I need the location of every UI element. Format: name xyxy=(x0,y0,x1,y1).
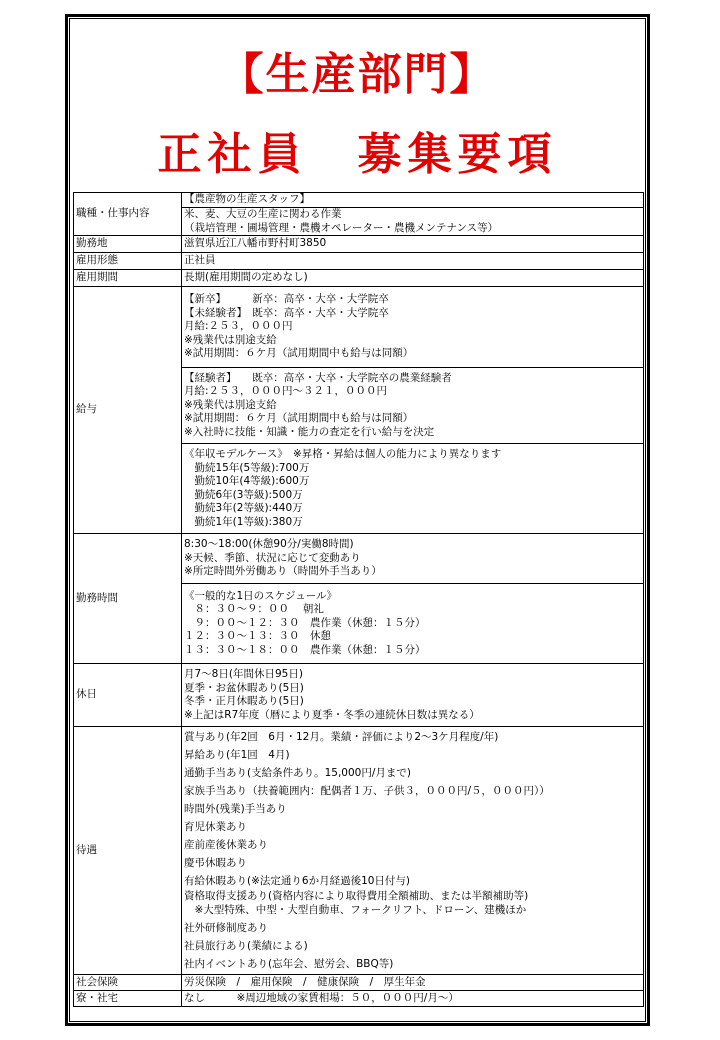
period-value: 長期(雇用期間の定めなし) xyxy=(182,270,644,287)
benefit-item: ※大型特殊、中型・大型自動車、フォークリフト、ドローン、建機ほか xyxy=(184,903,527,916)
salary-line: 【経験者】 既卒：高卒・大卒・大学院卒の農業経験者 xyxy=(184,371,452,384)
hours-line: 《一般的な1日のスケジュール》 xyxy=(184,589,338,602)
salary-line: 勤続10年(4等級):600万 xyxy=(184,475,310,487)
hours-line: １２：３０～１３：３０ 休憩 xyxy=(184,630,331,643)
benefit-item: 育児休業あり xyxy=(184,821,247,834)
benefit-item: 資格取得支援あり(資格内容により取得費用全額補助、または半額補助等) xyxy=(184,890,529,903)
salary-line: 月給:２５３，０００円～３２１，０００円 xyxy=(184,385,388,398)
benefit-item: 社外研修制度あり xyxy=(184,921,268,934)
hours-main xyxy=(182,534,644,584)
holiday-line: ※上記はR7年度（暦により夏季・冬季の連続休日数は異なる） xyxy=(184,708,480,721)
salary-label: 給与 xyxy=(74,287,182,534)
hours-line: ※所定時間外労働あり（時間外手当あり） xyxy=(184,565,382,578)
requirements-table xyxy=(73,192,644,1007)
salary-line: ※試用期間：６ケ月（試用期間中も給与は同額） xyxy=(184,412,414,425)
title-department: 【生産部門】 xyxy=(219,49,496,100)
hours-line: ※天候、季節、状況に応じて変動あり xyxy=(184,551,361,564)
employment-label: 雇用形態 xyxy=(74,253,182,270)
salary-line: 月給:２５３，０００円 xyxy=(184,320,293,333)
salary-line: 勤続15年(5等級):700万 xyxy=(184,461,310,474)
salary-line: 【新卒】 新卒：高卒・大卒・大学院卒 xyxy=(184,293,389,306)
salary-line: ※残業代は別途支給 xyxy=(184,333,277,346)
salary-experienced xyxy=(182,368,644,444)
benefit-item: 慶弔休暇あり xyxy=(184,857,247,870)
holiday-line: 冬季・正月休暇あり(5日) xyxy=(184,695,304,707)
benefits-label: 待遇 xyxy=(74,727,182,975)
salary-line: 《年収モデルケース》 ※昇格・昇給は個人の能力により異なります xyxy=(184,448,502,460)
benefits-value xyxy=(182,727,644,975)
holiday-line: 夏季・お盆休暇あり(5日) xyxy=(184,681,304,694)
salary-new-grad xyxy=(182,287,644,368)
holiday-line: 月7～8日(年間休日95日) xyxy=(184,668,303,680)
salary-line: 勤続6年(3等級):500万 xyxy=(184,488,303,501)
job-label: 職種・仕事内容 xyxy=(74,193,182,236)
housing-value: なし ※周辺地域の家賃相場：５０，０００円/月～） xyxy=(182,991,644,1007)
benefit-item: 通勤手当あり(支給条件あり。15,000円/月まで) xyxy=(184,767,411,780)
job-title: 【農産物の生産スタッフ】 xyxy=(182,193,644,208)
hours-line: １３：３０～１８：００ 農作業（休憩：１５分） xyxy=(184,643,426,656)
period-label: 雇用期間 xyxy=(74,270,182,287)
benefit-item: 家族手当あり（扶養範囲内：配偶者１万、子供３，０００円/５，０００円）） xyxy=(184,785,550,798)
job-desc-line: 米、麦、大豆の生産に関わる作業 xyxy=(184,208,342,220)
holidays-label: 休日 xyxy=(74,664,182,727)
title-recruitment: 正社員 募集要項 xyxy=(157,129,558,180)
hours-label: 勤務時間 xyxy=(74,534,182,664)
hours-schedule xyxy=(182,584,644,664)
benefit-item: 昇給あり(年1回 4月) xyxy=(184,749,290,762)
holidays-value xyxy=(182,664,644,727)
insurance-value: 労災保険 / 雇用保険 / 健康保険 / 厚生年金 xyxy=(182,975,644,991)
salary-line: ※残業代は別途支給 xyxy=(184,398,277,411)
location-label: 勤務地 xyxy=(74,236,182,253)
employment-value: 正社員 xyxy=(182,253,644,270)
hours-line: 8:30～18:00(休憩90分/実働8時間) xyxy=(184,538,354,551)
benefit-item: 賞与あり(年2回 6月・12月。業績・評価により2～3ケ月程度/年) xyxy=(184,731,499,744)
salary-line: 勤続1年(1等級):380万 xyxy=(184,515,303,528)
benefit-item: 社員旅行あり(業績による) xyxy=(184,939,308,952)
salary-model-case xyxy=(182,444,644,534)
salary-line: 【未経験者】 既卒：高卒・大卒・大学院卒 xyxy=(184,306,389,319)
hours-line: ８：３０～９：００ 朝礼 xyxy=(184,603,324,616)
benefit-item: 有給休暇あり(※法定通り6か月経過後10日付与) xyxy=(184,875,411,888)
housing-label: 寮・社宅 xyxy=(74,991,182,1007)
location-value: 滋賀県近江八幡市野村町3850 xyxy=(182,236,644,253)
insurance-label: 社会保険 xyxy=(74,975,182,991)
benefit-item: 社内イベントあり(忘年会、慰労会、BBQ等) xyxy=(184,957,394,970)
job-description xyxy=(182,208,644,236)
salary-line: ※入社時に技能・知識・能力の査定を行い給与を決定 xyxy=(184,425,435,438)
salary-line: 勤続3年(2等級):440万 xyxy=(184,502,303,514)
salary-line: ※試用期間：６ケ月（試用期間中も給与は同額） xyxy=(184,347,414,360)
benefit-item: 産前産後休業あり xyxy=(184,839,268,852)
job-desc-line: （栽培管理・圃場管理・農機オペレーター・農機メンテナンス等） xyxy=(184,221,499,234)
benefit-item: 時間外(残業)手当あり xyxy=(184,803,287,816)
hours-line: ９：００～１２：３０ 農作業（休憩：１５分） xyxy=(184,616,426,629)
